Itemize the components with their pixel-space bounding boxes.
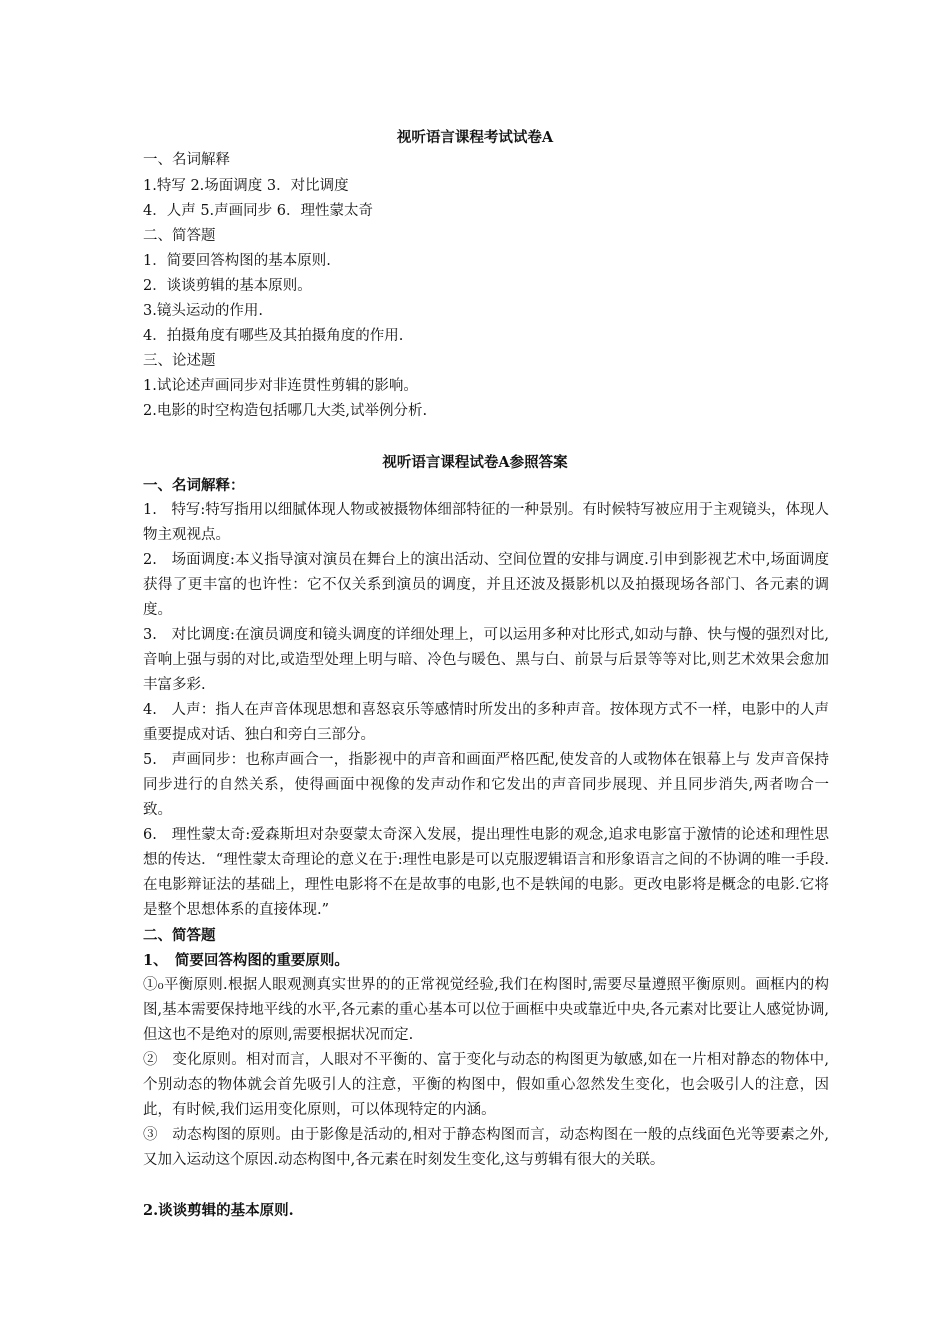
exam-question-3: 3.镜头运动的作用. — [143, 303, 263, 319]
short-answer-1-heading: 1、 简要回答构图的重要原则。 — [143, 952, 349, 969]
exam-question-1: 1．简要回答构图的基本原则. — [143, 253, 331, 269]
exam-section-1-heading: 一、名词解释 — [143, 152, 230, 168]
answer-mise-en-scene: 2. 场面调度:本义指导演对演员在舞台上的演出活动、空间位置的安排与调度.引申到影视艺术中,场面调度获得了更丰富的也许性：它不仅关系到演员的调度，并且还波及摄影机以及拍摄现场各部门、各元素的调度。 — [143, 552, 829, 618]
exam-question-4: 4．拍摄角度有哪些及其拍摄角度的作用. — [143, 328, 404, 344]
exam-terms-line-1: 1.特写 2.场面调度 3．对比调度 — [143, 178, 349, 194]
principle-dynamic: ③ 动态构图的原则。由于影像是活动的,相对于静态构图而言，动态构图在一般的点线面色光等要素之外,又加入运动这个原因.动态构图中,各元素在时刻发生变化,这与剪辑有很大的关联。 — [143, 1127, 829, 1168]
answer-human-voice: 4. 人声：指人在声音体现思想和喜怒哀乐等感情时所发出的多种声音。按体现方式不一样，电影中的人声重要提成对话、独白和旁白三部分。 — [143, 702, 829, 743]
exam-question-2: 2．谈谈剪辑的基本原则。 — [143, 278, 312, 294]
exam-essay-2: 2.电影的时空构造包括哪几大类,试举例分析. — [143, 403, 428, 419]
short-answer-2-heading: 2.谈谈剪辑的基本原则. — [143, 1202, 294, 1219]
answers-section-1-heading: 一、名词解释： — [143, 477, 245, 494]
answer-sound-sync: 5. 声画同步：也称声画合一，指影视中的声音和画面严格匹配,使发音的人或物体在银幕上与 发声音保持同步进行的自然关系，使得画面中视像的发声动作和它发出的声音同步展现、并且同步消失,两者吻合一致。 — [143, 752, 829, 818]
exam-essay-1: 1.试论述声画同步对非连贯性剪辑的影响。 — [143, 378, 418, 394]
exam-section-2-heading: 二、简答题 — [143, 228, 216, 244]
principle-balance: ①₀平衡原则.根据人眼观测真实世界的的正常视觉经验,我们在构图时,需要尽量遵照平衡原则。画框内的构图,基本需要保持地平线的水平,各元素的重心基本可以位于画框中央或靠近中央,各元素对比要让人感觉协调,但这也不是绝对的原则,需要根据状况而定. — [143, 977, 829, 1043]
principle-variation: ② 变化原则。相对而言，人眼对不平衡的、富于变化与动态的构图更为敏感,如在一片相对静态的物体中,个别动态的物体就会首先吸引人的注意，平衡的构图中，假如重心忽然发生变化，也会吸引人的注意，因此，有时候,我们运用变化原则，可以体现特定的内涵。 — [143, 1052, 829, 1118]
answer-contrast-staging: 3. 对比调度:在演员调度和镜头调度的详细处理上，可以运用多种对比形式,如动与静、快与慢的强烈对比,音响上强与弱的对比,或造型处理上明与暗、冷色与暖色、黑与白、前景与后景等等对比,则艺术效果会愈加丰富多彩. — [143, 627, 829, 693]
exam-terms-line-2: 4．人声 5.声画同步 6．理性蒙太奇 — [143, 203, 374, 219]
answer-intellectual-montage: 6. 理性蒙太奇:爱森斯坦对杂耍蒙太奇深入发展，提出理性电影的观念,追求电影富于激情的论述和理性思想的传达．“理性蒙太奇理论的意义在于:理性电影是可以克服逻辑语言和形象语言之间的不协调的唯一手段.在电影辩证法的基础上，理性电影将不在是故事的电影,也不是轶闻的电影。更改电影将是概念的电影.它将是整个思想体系的直接体现.” — [143, 827, 829, 918]
exam-section-3-heading: 三、论述题 — [143, 353, 216, 369]
answers-title: 视听语言课程试卷A参照答案 — [382, 454, 568, 471]
answer-closeup: 1. 特写:特写指用以细腻体现人物或被摄物体细部特征的一种景别。有时候特写被应用于主观镜头，体现人物主观视点。 — [143, 502, 829, 543]
exam-title: 视听语言课程考试试卷A — [396, 129, 554, 146]
answers-section-2-heading: 二、简答题 — [143, 927, 216, 944]
